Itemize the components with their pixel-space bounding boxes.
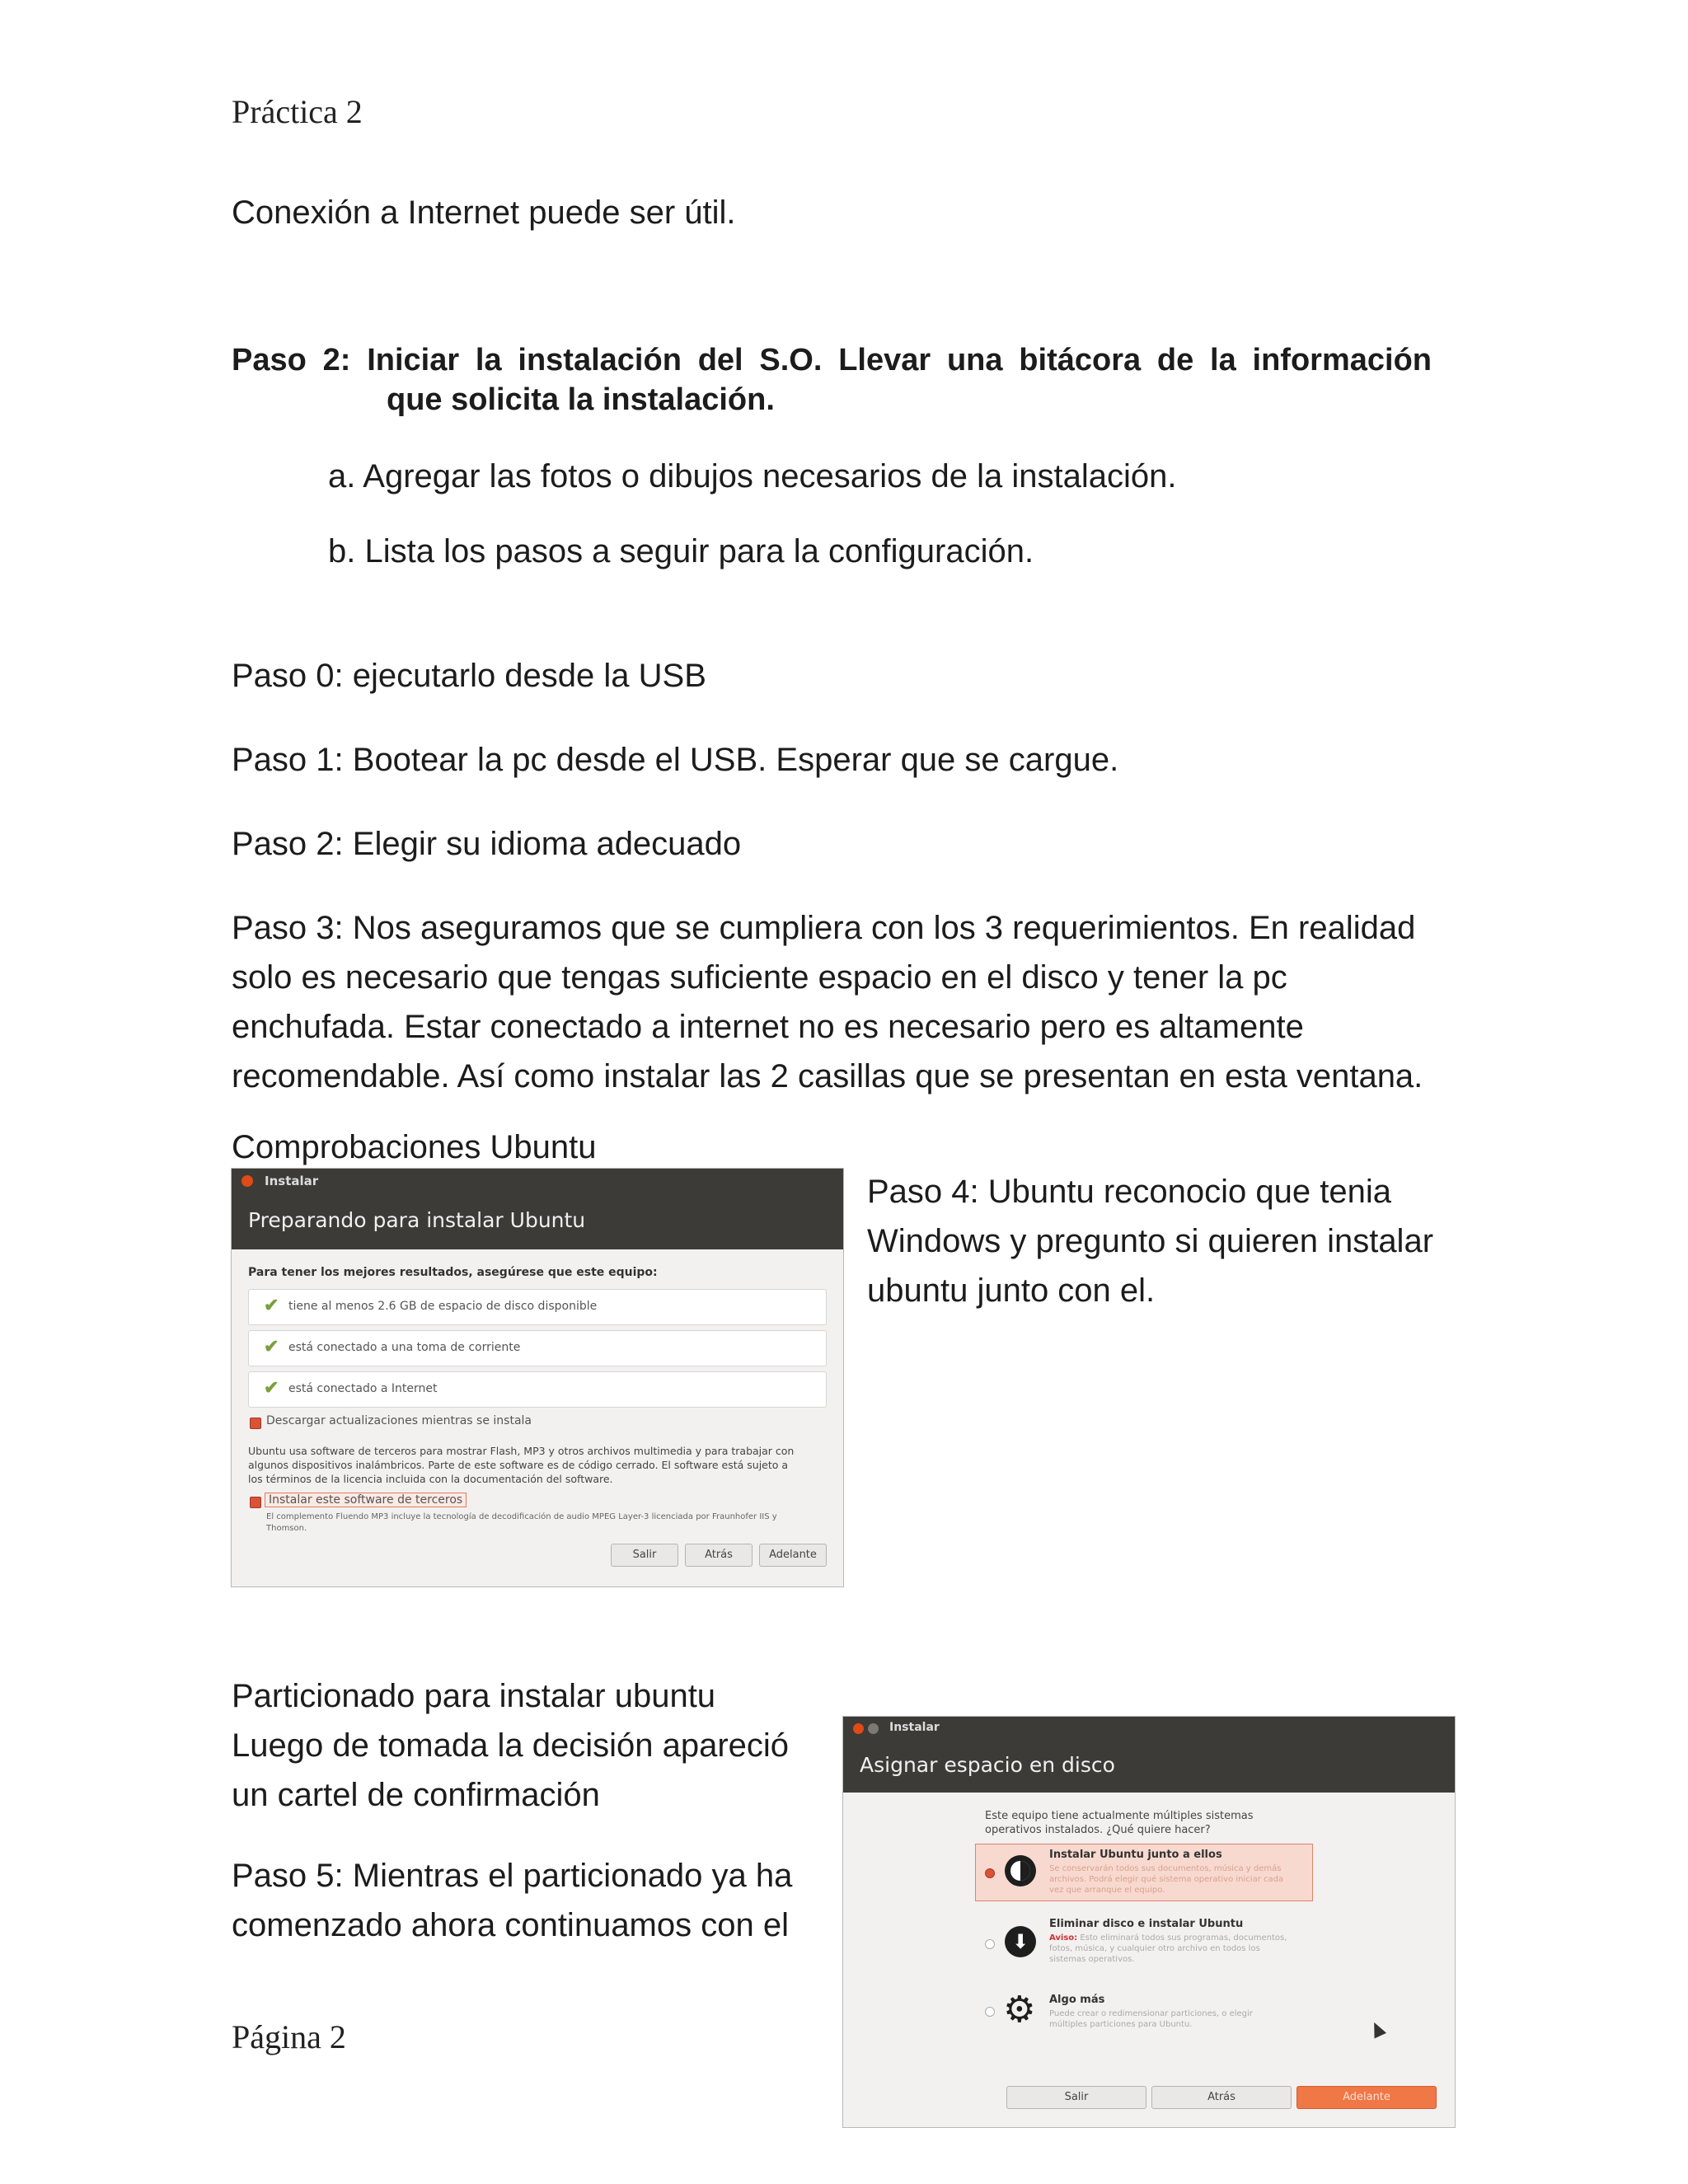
gear-icon: ⚙ (1003, 1989, 1036, 2031)
desc-line: archivos. Podrá elegir qué sistema operativo iniciar cada (1049, 1875, 1284, 1884)
check-label: está conectado a una toma de corriente (288, 1341, 521, 1354)
desc-line: fotos, música, y cualquier otro archivo en todos los (1049, 1944, 1260, 1953)
check-icon: ✔ (264, 1377, 279, 1398)
download-erase-icon: ⬇ (1005, 1926, 1036, 1957)
checks-intro: Para tener los mejores resultados, asegúrese que este equipo: (248, 1266, 658, 1279)
option-title: Instalar Ubuntu junto a ellos (1049, 1849, 1222, 1861)
option-desc (1049, 1863, 1283, 1896)
question-line: operativos instalados. ¿Qué quiere hacer? (985, 1824, 1211, 1836)
check-row-disk (248, 1289, 827, 1325)
thirdparty-checkbox[interactable] (250, 1497, 261, 1508)
window-heading: Preparando para instalar Ubuntu (248, 1208, 586, 1232)
window-heading: Asignar espacio en disco (860, 1753, 1115, 1777)
page-footer: Página 2 (232, 2018, 346, 2055)
paso-3-line: enchufada. Estar conectado a internet no es necesario pero es altamente (232, 1009, 1304, 1045)
forward-button[interactable]: Adelante (1296, 2086, 1437, 2109)
desc-line: múltiples particiones para Ubuntu. (1049, 2020, 1193, 2029)
radio-unselected[interactable] (985, 1939, 995, 1949)
paragraph-line: Ubuntu usa software de terceros para mostrar Flash, MP3 y otros archivos multimedia y para trabajar con (248, 1445, 795, 1457)
caption-comprobaciones: Comprobaciones Ubuntu (232, 1129, 597, 1165)
window-title: Instalar (265, 1174, 319, 1188)
question-line: Este equipo tiene actualmente múltiples sistemas (985, 1810, 1254, 1822)
quit-button[interactable]: Salir (1006, 2086, 1146, 2109)
paso-5-line: Paso 5: Mientras el particionado ya ha (232, 1858, 793, 1894)
paso-5-paragraph (232, 1851, 792, 1950)
option-desc (1049, 2008, 1253, 2030)
paso-4-line: Paso 4: Ubuntu reconocio que tenia (867, 1174, 1391, 1210)
paso-1: Paso 1: Bootear la pc desde el USB. Esperar que se cargue. (232, 742, 1119, 778)
caption-particionado (232, 1671, 789, 1820)
disk-question (985, 1809, 1254, 1837)
paso-3-line: recomendable. Así como instalar las 2 casillas que se presentan en esta ventana. (232, 1058, 1423, 1094)
paso-5-line: comenzado ahora continuamos con el (232, 1907, 789, 1943)
caption-line: un cartel de confirmación (232, 1777, 600, 1813)
check-row-internet (248, 1371, 827, 1408)
ubuntu-dual-boot-icon (1005, 1855, 1036, 1886)
thirdparty-label: Instalar este software de terceros (265, 1493, 467, 1507)
paso-4-paragraph (867, 1167, 1433, 1315)
window-titlebar (232, 1169, 843, 1249)
check-icon: ✔ (264, 1295, 279, 1315)
paragraph-line: los términos de la licencia incluida con la documentación del software. (248, 1473, 613, 1485)
paso-0: Paso 0: ejecutarlo desde la USB (232, 658, 706, 694)
mouse-pointer-icon (1368, 2019, 1386, 2038)
ubuntu-checks-screenshot (231, 1168, 844, 1587)
paso-3-line: solo es necesario que tengas suficiente espacio en el disco y tener la pc (232, 959, 1287, 996)
intro-text: Conexión a Internet puede ser útil. (232, 194, 736, 231)
option-title: Algo más (1049, 1994, 1105, 2006)
close-icon (853, 1723, 864, 1734)
paso-3-line: Paso 3: Nos aseguramos que se cumpliera con los 3 requerimientos. En realidad (232, 910, 1416, 946)
window-titlebar (843, 1717, 1455, 1793)
desc-line (1049, 1933, 1287, 1943)
warning-label: Aviso: (1049, 1933, 1078, 1943)
desc-text: Esto eliminará todos sus programas, documentos, (1080, 1933, 1287, 1943)
radio-selected[interactable] (985, 1868, 995, 1878)
quit-button[interactable]: Salir (611, 1544, 678, 1567)
check-row-power (248, 1330, 827, 1366)
disk-allocation-screenshot (842, 1716, 1456, 2128)
step-heading-line-1: Paso 2: Iniciar la instalación del S.O. Llevar una bitácora de la información (232, 343, 1432, 377)
step-heading-line-2: que solicita la instalación. (387, 382, 775, 417)
download-updates-checkbox[interactable] (250, 1418, 261, 1429)
option-title: Eliminar disco e instalar Ubuntu (1049, 1918, 1244, 1930)
thirdparty-note (266, 1511, 777, 1535)
paso-4-line: Windows y pregunto si quieren instalar (867, 1223, 1434, 1259)
minimize-icon (868, 1723, 879, 1734)
sub-item-b: b. Lista los pasos a seguir para la configuración. (328, 533, 1034, 569)
check-label: está conectado a Internet (288, 1382, 438, 1395)
thirdparty-paragraph (248, 1444, 794, 1486)
check-label: tiene al menos 2.6 GB de espacio de disco disponible (288, 1300, 598, 1313)
download-updates-label: Descargar actualizaciones mientras se instala (266, 1414, 532, 1427)
step-heading (232, 340, 1432, 419)
ubuntu-dual-boot-icon (1020, 1861, 1030, 1881)
caption-line: Luego de tomada la decisión apareció (232, 1727, 790, 1764)
option-desc (1049, 1933, 1287, 1965)
desc-line: Se conservarán todos sus documentos, música y demás (1049, 1864, 1282, 1873)
caption-line: Particionado para instalar ubuntu (232, 1678, 716, 1714)
note-line: El complemento Fluendo MP3 incluye la tecnología de decodificación de audio MPEG Layer-3 licenciada por Fraunhofer IIS y (266, 1512, 777, 1521)
close-icon (241, 1175, 253, 1187)
paso-2: Paso 2: Elegir su idioma adecuado (232, 826, 742, 862)
radio-unselected[interactable] (985, 2007, 995, 2017)
check-icon: ✔ (264, 1336, 279, 1357)
sub-item-a: a. Agregar las fotos o dibujos necesarios de la instalación. (328, 458, 1177, 494)
note-line: Thomson. (266, 1524, 307, 1533)
window-title: Instalar (889, 1721, 940, 1734)
desc-line: vez que arranque el equipo. (1049, 1886, 1165, 1895)
forward-button[interactable]: Adelante (759, 1544, 827, 1567)
page-header: Práctica 2 (232, 93, 363, 130)
back-button[interactable]: Atrás (685, 1544, 753, 1567)
paragraph-line: algunos dispositivos inalámbricos. Parte de este software es de código cerrado. El software está sujeto a (248, 1459, 789, 1471)
back-button[interactable]: Atrás (1151, 2086, 1292, 2109)
paso-4-line: ubuntu junto con el. (867, 1272, 1156, 1309)
paso-3-paragraph (232, 903, 1423, 1101)
desc-line: Puede crear o redimensionar particiones, o elegir (1049, 2009, 1253, 2018)
desc-line: sistemas operativos. (1049, 1955, 1135, 1964)
